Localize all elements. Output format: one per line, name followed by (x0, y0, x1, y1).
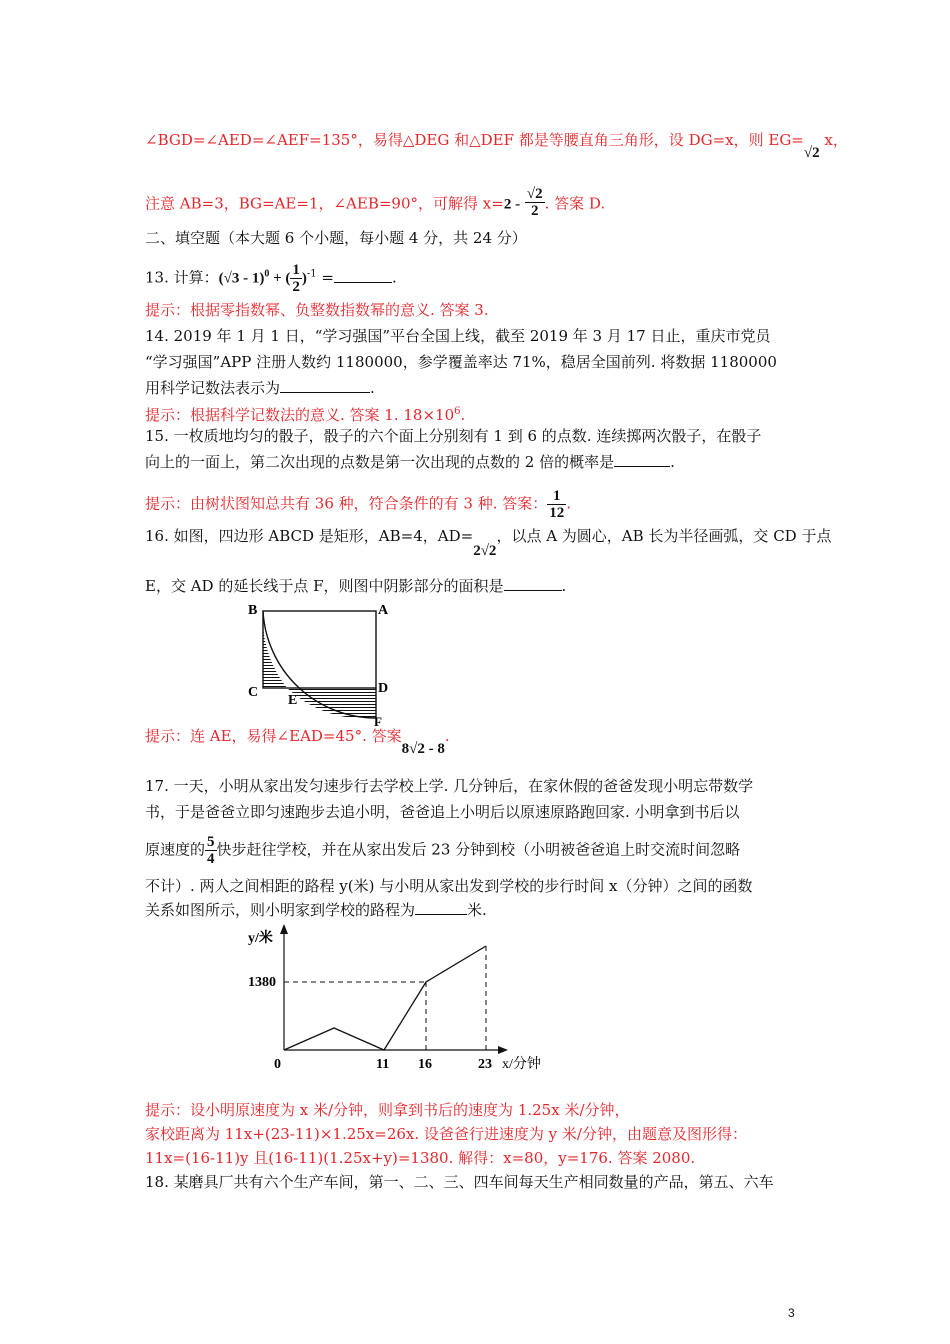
hint-text: x， (819, 131, 848, 149)
answer-blank (415, 900, 467, 915)
math-expr: 2√2 (473, 543, 497, 559)
fraction (525, 186, 545, 219)
hint-16 (145, 726, 450, 757)
hint-17-line-1: 提示：设小明原速度为 x 米/分钟，则拿到书后的速度为 1.25x 米/分钟， (145, 1101, 630, 1119)
question-17-line-4: 不计）. 两人之间相距的路程 y(米) 与小明从家出发到学校的步行时间 x（分钟）之间的函数 (145, 877, 753, 895)
question-15-line-2 (145, 452, 675, 472)
question-18: 18. 某磨具厂共有六个生产车间，第一、二、三、四车间每天生产相同数量的产品，第五、六车 (145, 1173, 774, 1191)
answer-blank (280, 378, 370, 393)
q-text: 13. 计算： (145, 268, 219, 287)
hint-text: . (460, 406, 466, 424)
question-13 (145, 262, 397, 295)
fraction (547, 488, 566, 521)
function-line (284, 946, 486, 1050)
label-f: F (374, 714, 382, 729)
hint-text: ∠BGD=∠AED=∠AEF=135°，易得△DEG 和△DEF 都是等腰直角三角形，设 DG=x，则 EG= (145, 131, 804, 149)
question-17-line-3 (145, 834, 740, 867)
answer-blank (334, 268, 392, 283)
rectangle-abcd (263, 611, 376, 688)
figure-16-rectangle-arc (240, 598, 410, 730)
answer-blank (614, 452, 670, 467)
q-text: 16. 如图，四边形 ABCD 是矩形，AB=4，AD= (145, 527, 474, 545)
hint-17-line-2: 家校距离为 11x+(23-11)×1.25x=26x. 设爸爸行进速度为 y 米/分钟，由题意及图形得： (145, 1125, 747, 1143)
label-e: E (288, 693, 298, 708)
q-text: 原速度的 (145, 840, 206, 859)
question-15-line-1: 15. 一枚质地均匀的骰子，骰子的六个面上分别刻有 1 到 6 的点数. 连续掷两次骰子，在骰子 (145, 427, 762, 445)
answer-blank (504, 576, 562, 591)
label-c: C (248, 685, 259, 700)
question-14-line-3 (145, 378, 375, 398)
math-expr: + ( (269, 270, 291, 287)
question-17-line-5 (145, 900, 487, 920)
shaded-region-left (263, 611, 287, 688)
question-14-line-2: “学习强国”APP 注册人数约 1180000，参学覆盖率达 71%，稳居全国前列. 将数据 1180000 (145, 353, 777, 371)
origin-label: 0 (274, 1057, 281, 1072)
fraction-num: √2 (526, 186, 543, 202)
hint-line-1 (145, 130, 848, 161)
fraction-den: 2 (530, 203, 539, 219)
two-minus: 2 - (503, 196, 521, 213)
question-17-line-1: 17. 一天，小明从家出发匀速步行去学校上学. 几分钟后，在家休假的爸爸发现小明忘带数学 (145, 777, 754, 795)
y-axis-arrow (280, 924, 288, 934)
q-text: 关系如图所示，则小明家到学校的路程为 (145, 901, 416, 919)
q-text: . (391, 268, 397, 287)
q-text: . (370, 379, 375, 397)
hint-13: 提示：根据零指数幂、负整数指数幂的意义. 答案 3. (145, 301, 489, 319)
label-d: D (378, 681, 389, 696)
y-axis-label: y/米 (248, 931, 273, 946)
q-text: 快步赶往学校，并在从家出发后 23 分钟到校（小明被爸爸追上时交流时间忽略 (216, 840, 741, 859)
sqrt2: √2 (803, 145, 820, 161)
hint-text: . (566, 494, 572, 513)
section-heading: 二、填空题（本大题 6 个小题，每小题 4 分，共 24 分） (145, 229, 527, 247)
hint-17-line-3: 11x=(16-11)y 且(16-11)(1.25x+y)=1380. 解得：x=80，y=176. 答案 2080. (145, 1149, 696, 1167)
fraction (290, 262, 302, 295)
question-16-line-1 (145, 526, 832, 559)
exponent: 0 (264, 268, 270, 280)
math-expr: 8√2 - 8 (401, 741, 445, 757)
hint-14 (145, 402, 465, 425)
math-expr: (√3 - 1) (218, 270, 265, 287)
hint-text: 提示：根据科学记数法的意义. 答案 1. 18×10 (145, 406, 455, 424)
q-text: 向上的一面上，第二次出现的点数是第一次出现的点数的 2 倍的概率是 (145, 453, 615, 471)
fraction-den: 4 (207, 851, 215, 867)
q-text: . (561, 577, 567, 595)
hint-text: . (444, 727, 450, 745)
fraction-num: 1 (292, 262, 300, 278)
q-text: 米. (467, 901, 487, 919)
label-a: A (378, 603, 389, 618)
shaded-region-bottom (287, 688, 376, 719)
q-text: = (316, 268, 334, 287)
label-b: B (248, 603, 258, 618)
exponent: -1 (306, 268, 317, 280)
hint-text: 提示：连 AE，易得∠EAD=45°. 答案 (145, 727, 402, 745)
figure-17-graph (240, 922, 560, 1077)
x-axis-arrow (498, 1046, 508, 1054)
page-number: 3 (788, 1306, 795, 1320)
fraction-den: 12 (549, 505, 565, 521)
question-14-line-1: 14. 2019 年 1 月 1 日，“学习强国”平台全国上线，截至 2019 年 3 月 17 日止，重庆市党员 (145, 327, 771, 345)
hint-text: 提示：由树状图知总共有 36 种，符合条件的有 3 种. 答案： (145, 494, 548, 513)
x-tick-11: 11 (376, 1057, 390, 1072)
q-text: ，以点 A 为圆心，AB 长为半径画弧，交 CD 于点 (496, 527, 832, 545)
hint-text: 注意 AB=3，BG=AE=1，∠AEB=90°，可解得 x= (145, 194, 504, 213)
q-text: 用科学记数法表示为 (145, 379, 281, 397)
hint-15 (145, 488, 571, 521)
hint-line-2 (145, 188, 605, 221)
x-tick-16: 16 (418, 1057, 432, 1072)
math-expr: ) (301, 270, 307, 287)
q-text: . (670, 453, 675, 471)
exponent: 6 (454, 406, 461, 417)
fraction-den: 2 (292, 279, 300, 295)
hint-text: . 答案 D. (544, 194, 606, 213)
question-16-line-2 (145, 576, 566, 596)
question-17-line-2: 书，于是爸爸立即匀速跑步去追小明，爸爸追上小明后以原速原路跑回家. 小明拿到书后以 (145, 803, 740, 821)
fraction-num: 5 (207, 834, 215, 850)
fraction-num: 1 (547, 488, 566, 505)
y-tick-1380: 1380 (248, 975, 276, 990)
x-tick-23: 23 (478, 1057, 492, 1072)
q-text: E，交 AD 的延长线于点 F，则图中阴影部分的面积是 (145, 577, 504, 595)
x-axis-label: x/分钟 (502, 1057, 541, 1072)
fraction (205, 834, 217, 867)
